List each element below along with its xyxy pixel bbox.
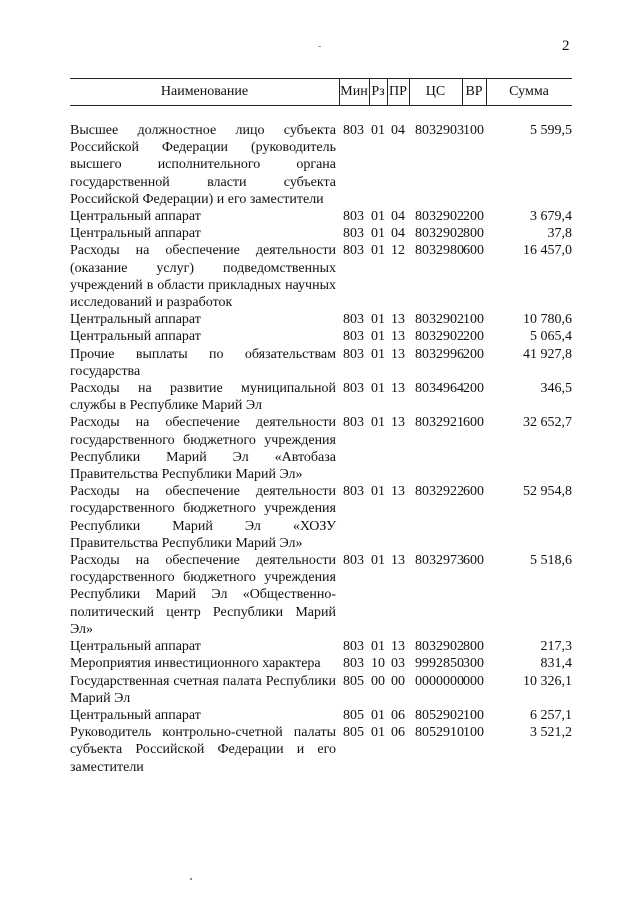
row-vr: 600 — [463, 553, 484, 569]
row-rz: 01 — [371, 415, 385, 431]
table-row — [70, 122, 572, 208]
row-rz: 01 — [371, 346, 385, 362]
header-rz: Рз — [371, 84, 385, 99]
row-rz: 01 — [371, 226, 385, 242]
row-cs: 8052902 — [415, 707, 464, 723]
row-cs: 8032902 — [415, 226, 464, 242]
row-rz: 01 — [371, 725, 385, 741]
row-name: Центральный аппарат — [70, 707, 201, 723]
row-min: 803 — [343, 346, 364, 362]
row-vr: 100 — [463, 123, 484, 138]
row-pr: 04 — [391, 123, 405, 138]
row-vr: 200 — [463, 381, 484, 397]
row-min: 803 — [343, 639, 364, 655]
row-cs: 8032902 — [415, 209, 464, 225]
row-name: Руководитель контрольно-счетной палаты субъекта Российской Федерации и его заместители — [70, 725, 336, 775]
row-cs: 8034964 — [415, 381, 464, 397]
row-pr: 00 — [391, 673, 405, 689]
row-pr: 13 — [391, 553, 405, 569]
row-pr: 04 — [391, 209, 405, 225]
budget-table — [70, 78, 572, 776]
row-cs: 0000000 — [415, 673, 464, 689]
row-cs: 8032922 — [415, 484, 464, 500]
row-vr: 200 — [463, 346, 484, 362]
row-vr: 100 — [463, 725, 484, 741]
table-row — [70, 483, 572, 552]
row-pr: 12 — [391, 243, 405, 259]
table-body — [70, 122, 572, 776]
row-min: 803 — [343, 226, 364, 242]
header-name: Наименование — [160, 84, 249, 99]
row-vr: 600 — [463, 243, 484, 259]
row-name: Расходы на развитие муниципальной службы в Республике Марий Эл — [70, 381, 336, 414]
row-pr: 06 — [391, 725, 405, 741]
row-sum: 16 457,0 — [523, 243, 572, 259]
row-sum: 41 927,8 — [523, 346, 572, 362]
row-min: 803 — [343, 415, 364, 431]
row-name: Мероприятия инвестиционного характера — [70, 656, 321, 672]
row-cs: 8032902 — [415, 639, 464, 655]
row-name: Центральный аппарат — [70, 209, 201, 225]
row-vr: 200 — [463, 329, 484, 345]
row-sum: 10 780,6 — [523, 312, 572, 328]
row-vr: 000 — [463, 673, 484, 689]
row-vr: 200 — [463, 209, 484, 225]
row-vr: 600 — [463, 484, 484, 500]
row-cs: 8032903 — [415, 123, 464, 138]
row-pr: 06 — [391, 707, 405, 723]
row-sum: 52 954,8 — [523, 484, 572, 500]
table-header — [70, 78, 572, 106]
row-vr: 300 — [463, 656, 484, 672]
header-min: Мин — [340, 84, 368, 99]
row-sum: 5 518,6 — [530, 553, 572, 569]
row-rz: 01 — [371, 707, 385, 723]
row-min: 803 — [343, 656, 364, 672]
table-row — [70, 655, 572, 672]
row-pr: 03 — [391, 656, 405, 672]
row-min: 803 — [343, 123, 364, 138]
row-min: 805 — [343, 707, 364, 723]
row-vr: 800 — [463, 639, 484, 655]
row-min: 803 — [343, 243, 364, 259]
row-pr: 13 — [391, 381, 405, 397]
table-row — [70, 414, 572, 483]
row-min: 803 — [343, 329, 364, 345]
row-pr: 13 — [391, 329, 405, 345]
table-row — [70, 552, 572, 638]
row-name: Государственная счетная палата Республики Марий Эл — [70, 673, 336, 706]
row-rz: 01 — [371, 312, 385, 328]
row-sum: 32 652,7 — [523, 415, 572, 431]
table-row — [70, 380, 572, 414]
row-sum: 831,4 — [540, 656, 572, 672]
row-min: 805 — [343, 673, 364, 689]
header-vr: ВР — [465, 84, 483, 99]
table-row — [70, 225, 572, 242]
row-min: 805 — [343, 725, 364, 741]
row-pr: 04 — [391, 226, 405, 242]
row-vr: 800 — [463, 226, 484, 242]
header-pr: ПР — [389, 84, 407, 99]
row-name: Расходы на обеспечение деятельности государственного бюджетного учреждения Республики Марий Эл «Общественно-политический центр Республики Марий Эл» — [70, 553, 336, 637]
row-vr: 600 — [463, 415, 484, 431]
row-rz: 01 — [371, 484, 385, 500]
scan-speck — [318, 46, 321, 47]
row-sum: 217,3 — [540, 639, 572, 655]
row-cs: 8032902 — [415, 312, 464, 328]
row-min: 803 — [343, 312, 364, 328]
row-sum: 37,8 — [547, 226, 572, 242]
table-row — [70, 242, 572, 311]
row-name: Расходы на обеспечение деятельности государственного бюджетного учреждения Республики Марий Эл «ХОЗУ Правительства Республики Марий Эл» — [70, 484, 336, 551]
row-rz: 01 — [371, 639, 385, 655]
row-rz: 01 — [371, 329, 385, 345]
row-cs: 8032980 — [415, 243, 464, 259]
row-cs: 8032902 — [415, 329, 464, 345]
table-row — [70, 311, 572, 328]
row-sum: 10 326,1 — [523, 673, 572, 689]
page-number: 2 — [562, 38, 570, 54]
row-name: Расходы на обеспечение деятельности (оказание услуг) подведомственных учреждений в области прикладных научных исследований и разработок — [70, 243, 336, 311]
row-name: Прочие выплаты по обязательствам государства — [70, 346, 336, 379]
table-row — [70, 328, 572, 345]
row-sum: 6 257,1 — [530, 707, 572, 723]
row-sum: 3 521,2 — [530, 725, 572, 741]
row-cs: 8052910 — [415, 725, 464, 741]
row-name: Высшее должностное лицо субъекта Российской Федерации (руководитель высшего исполнительного органа государственной власти субъекта Российской Федерации) и его заместители — [70, 123, 336, 207]
row-min: 803 — [343, 553, 364, 569]
row-name: Центральный аппарат — [70, 329, 201, 345]
row-cs: 8032996 — [415, 346, 464, 362]
row-name: Центральный аппарат — [70, 639, 201, 655]
row-sum: 5 599,5 — [530, 123, 572, 138]
header-cs: ЦС — [425, 84, 446, 99]
row-rz: 01 — [371, 209, 385, 225]
header-sum: Сумма — [509, 84, 549, 99]
row-pr: 13 — [391, 484, 405, 500]
row-rz: 00 — [371, 673, 385, 689]
row-min: 803 — [343, 484, 364, 500]
row-rz: 01 — [371, 553, 385, 569]
row-name: Центральный аппарат — [70, 226, 201, 242]
row-pr: 13 — [391, 415, 405, 431]
row-min: 803 — [343, 209, 364, 225]
table-row — [70, 673, 572, 707]
row-sum: 3 679,4 — [530, 209, 572, 225]
row-pr: 13 — [391, 312, 405, 328]
table-row — [70, 707, 572, 724]
table-row — [70, 638, 572, 655]
table-row — [70, 346, 572, 380]
row-sum: 346,5 — [540, 381, 572, 397]
row-min: 803 — [343, 381, 364, 397]
table-row — [70, 724, 572, 776]
row-cs: 8032921 — [415, 415, 464, 431]
row-cs: 8032973 — [415, 553, 464, 569]
row-rz: 01 — [371, 381, 385, 397]
row-vr: 100 — [463, 707, 484, 723]
row-cs: 9992850 — [415, 656, 464, 672]
row-pr: 13 — [391, 346, 405, 362]
row-rz: 01 — [371, 123, 385, 138]
table-row — [70, 208, 572, 225]
row-sum: 5 065,4 — [530, 329, 572, 345]
scan-speck — [190, 878, 192, 880]
row-rz: 10 — [371, 656, 385, 672]
row-pr: 13 — [391, 639, 405, 655]
row-name: Центральный аппарат — [70, 312, 201, 328]
row-name: Расходы на обеспечение деятельности государственного бюджетного учреждения Республики Марий Эл «Автобаза Правительства Республики Марий Эл» — [70, 415, 336, 483]
row-rz: 01 — [371, 243, 385, 259]
row-vr: 100 — [463, 312, 484, 328]
